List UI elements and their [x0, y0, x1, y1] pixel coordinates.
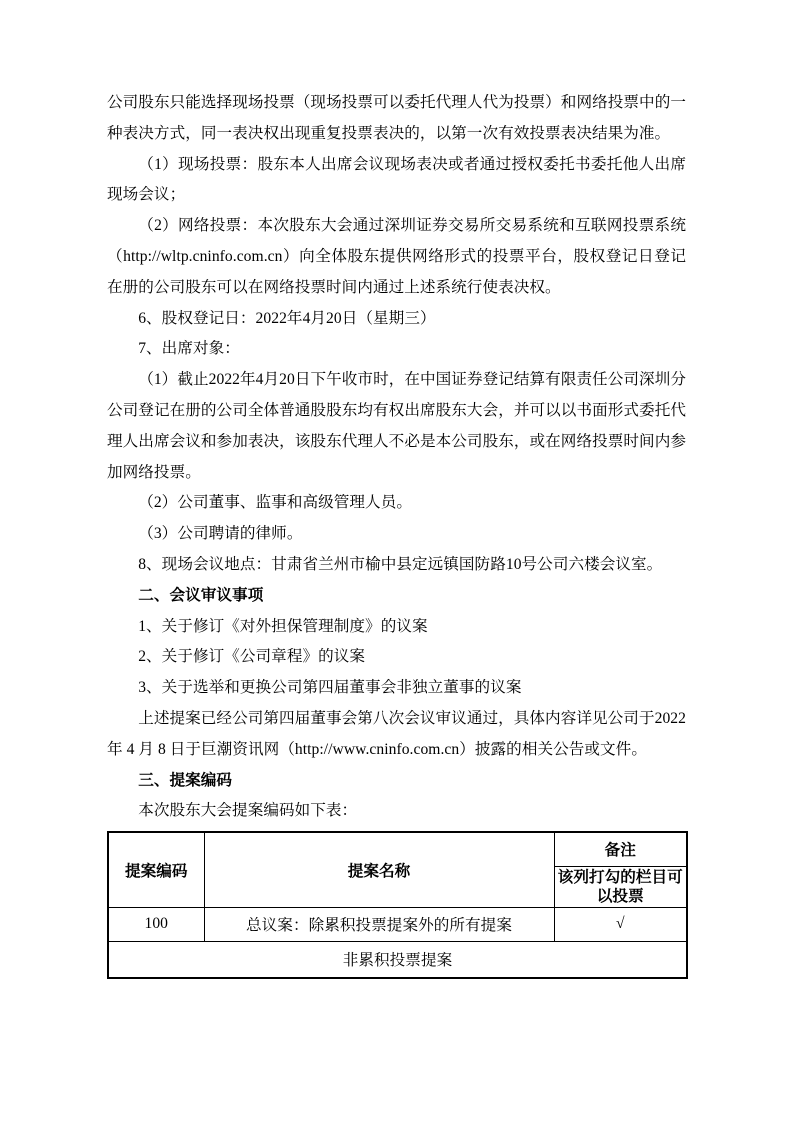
paragraph-attendee-shareholders: （1）截止2022年4月20日下午收市时，在中国证券登记结算有限责任公司深圳分公司登记在册的公司全体普通股股东均有权出席股东大会，并可以以书面形式委托代理人出席会议和参加表决，该股东代理人不必是本公司股东，或在网络投票时间内参加网络投票。 [107, 371, 686, 481]
proposal-code-table [107, 831, 688, 979]
heading-section-2-meeting-items: 二、会议审议事项 [138, 586, 264, 604]
header-remark: 备注 [554, 832, 687, 866]
header-remark-note: 该列打勾的栏目可以投票 [554, 866, 687, 907]
line-attendee-lawyers: （3）公司聘请的律师。 [138, 525, 303, 543]
line-attendees-heading: 7、出席对象： [138, 340, 240, 358]
table-row-total-proposal [108, 907, 687, 941]
line-attendee-directors: （2）公司董事、监事和高级管理人员。 [138, 494, 412, 512]
line-table-intro: 本次股东大会提案编码如下表： [138, 802, 358, 820]
table-row-non-cumulative [108, 941, 687, 978]
line-meeting-venue: 8、现场会议地点：甘肃省兰州市榆中县定远镇国防路10号公司六楼会议室。 [138, 555, 663, 573]
paragraph-onsite-voting: （1）现场投票：股东本人出席会议现场表决或者通过授权委托书委托他人出席现场会议； [107, 155, 686, 204]
line-proposal-1: 1、关于修订《对外担保管理制度》的议案 [138, 617, 428, 635]
line-proposal-2: 2、关于修订《公司章程》的议案 [138, 648, 366, 666]
paragraph-voting-method-rule: 公司股东只能选择现场投票（现场投票可以委托代理人代为投票）和网络投票中的一种表决方式，同一表决权出现重复投票表决的，以第一次有效投票表决结果为准。 [107, 94, 686, 142]
line-record-date: 6、股权登记日：2022年4月20日（星期三） [138, 309, 436, 327]
heading-section-3-proposal-codes: 三、提案编码 [138, 771, 233, 789]
line-proposal-3: 3、关于选举和更换公司第四届董事会非独立董事的议案 [138, 679, 522, 697]
cell-proposal-name: 总议案：除累积投票提案外的所有提案 [204, 907, 554, 941]
cell-non-cumulative-label: 非累积投票提案 [108, 941, 687, 978]
header-proposal-name: 提案名称 [204, 832, 554, 907]
cell-remark-checkmark: √ [554, 907, 687, 941]
header-proposal-code: 提案编码 [108, 832, 204, 907]
paragraph-online-voting: （2）网络投票：本次股东大会通过深圳证券交易所交易系统和互联网投票系统（http://wltp.cninfo.com.cn）向全体股东提供网络形式的投票平台，股权登记日登记在册的公司股东可以在网络投票时间内通过上述系统行使表决权。 [107, 217, 686, 296]
paragraph-proposal-approval: 上述提案已经公司第四届董事会第八次会议审议通过，具体内容详见公司于2022 年 4 月 8 日于巨潮资讯网（http://www.cninfo.com.cn）披露的相关公告或文件。 [107, 709, 686, 758]
cell-proposal-code: 100 [108, 907, 204, 941]
